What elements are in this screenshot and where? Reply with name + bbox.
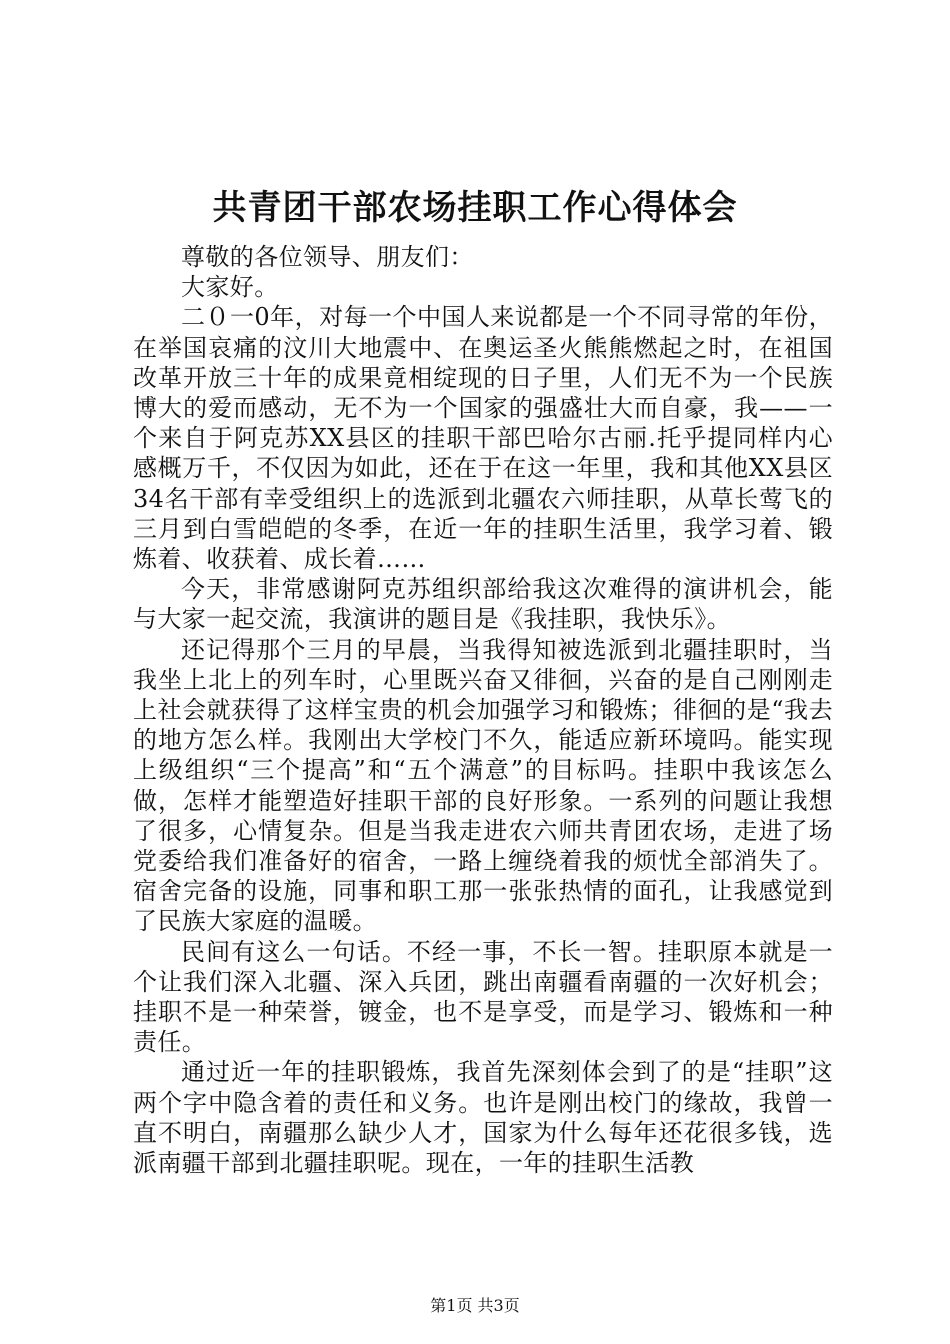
salutation-paragraph: 尊敬的各位领导、朋友们： [181, 243, 474, 271]
body-paragraph: 通过近一年的挂职锻炼，我首先深刻体会到了的是“挂职”这两个字中隐含着的责任和义务。也许是刚出校门的缘故，我曾一直不明白，南疆那么缺少人才，国家为什么每年还花很多钱，选派南疆干部到北疆挂职呢。现在，一年的挂职生活教 [133, 1058, 833, 1178]
greeting-paragraph: 大家好。 [181, 273, 279, 302]
page-footer: 第1页 共3页 [430, 1296, 520, 1315]
body-paragraph: 今天，非常感谢阿克苏组织部给我这次难得的演讲机会，能与大家一起交流，我演讲的题目是《我挂职，我快乐》。 [133, 575, 833, 634]
body-paragraph: 二０一0年，对每一个中国人来说都是一个不同寻常的年份，在举国哀痛的汶川大地震中、在奥运圣火熊熊燃起之时，在祖国改革开放三十年的成果竟相绽现的日子里，人们无不为一个民族博大的爱而感动，无不为一个国家的强盛壮大而自豪，我——一个来自于阿克苏XX县区的挂职干部巴哈尔古丽.托乎提同样内心感概万千，不仅因为如此，还在于在这一年里，我和其他XX县区34名干部有幸受组织上的选派到北疆农六师挂职，从草长莺飞的三月到白雪皑皑的冬季，在近一年的挂职生活里，我学习着、锻炼着、收获着、成长着…… [133, 303, 833, 574]
document-title: 共青团干部农场挂职工作心得体会 [212, 188, 738, 228]
body-paragraph: 民间有这么一句话。不经一事，不长一智。挂职原本就是一个让我们深入北疆、深入兵团，跳出南疆看南疆的一次好机会；挂职不是一种荣誉，镀金，也不是享受，而是学习、锻炼和一种责任。 [133, 937, 833, 1057]
document-body [133, 242, 833, 1178]
body-paragraph: 还记得那个三月的早晨，当我得知被选派到北疆挂职时，当我坐上北上的列车时，心里既兴奋又徘徊，兴奋的是自己刚刚走上社会就获得了这样宝贵的机会加强学习和锻炼；徘徊的是“我去的地方怎么样。我刚出大学校门不久，能适应新环境吗。能实现上级组织“三个提高”和“五个满意”的目标吗。挂职中我该怎么做，怎样才能塑造好挂职干部的良好形象。一系列的问题让我想了很多，心情复杂。但是当我走进农六师共青团农场，走进了场党委给我们准备好的宿舍，一路上缠绕着我的烦忧全部消失了。宿舍完备的设施，同事和职工那一张张热情的面孔，让我感觉到了民族大家庭的温暖。 [133, 635, 833, 936]
